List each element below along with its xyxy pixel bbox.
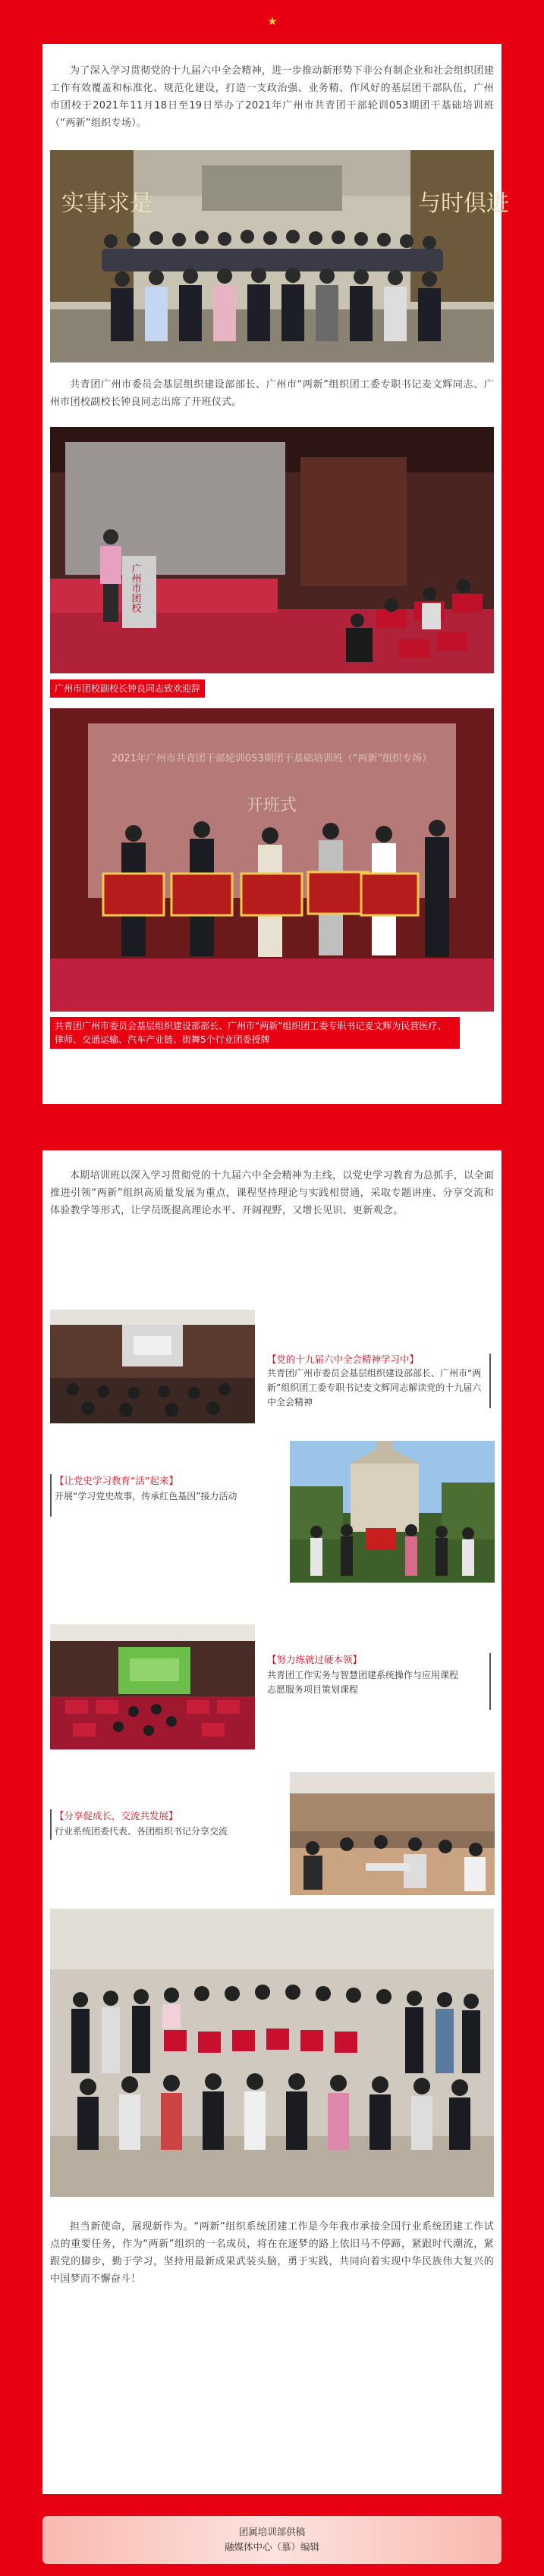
lecture-photo-1[interactable] xyxy=(50,1310,255,1423)
caption-award: 共青团广州市委员会基层组织建设部部长、广州市“两新”组织团工委专职书记麦文辉为民营医疗、律师、交通运输、汽车产业链、街舞5个行业团委授牌 xyxy=(50,1017,460,1049)
section-text-2: 开展“学习党史故事，传承红色基因”接力活动 xyxy=(55,1491,237,1501)
top-banner xyxy=(0,0,544,44)
classroom-photo[interactable] xyxy=(50,1624,255,1749)
final-group-photo[interactable] xyxy=(50,1909,494,2197)
section-title-2: 【让党史学习教育“活”起来】 xyxy=(55,1475,178,1486)
section-divider-4 xyxy=(50,1809,52,1840)
footer-source: 团属培训部供稿 xyxy=(238,2526,306,2537)
opening-paragraph: 共青团广州市委员会基层组织建设部部长、广州市“两新”组织团工委专职书记麦文辉同志、广州市团校副校长钟良同志出席了开班仪式。 xyxy=(50,379,494,408)
section-text-4: 行业系统团委代表、各团组织书记分享交流 xyxy=(55,1826,228,1837)
section-text-1: 共青团广州市委员会基层组织建设部部长、广州市“两新”组织团工委专职书记麦文辉同志解读党的十九届六中全会精神 xyxy=(267,1368,482,1407)
footer-editor: 融媒体中心（慕）编辑 xyxy=(224,2541,319,2552)
editor-footer xyxy=(42,2516,502,2564)
closing-paragraph: 担当新使命，展现新作为。“两新”组织系统团建工作是今年我市承接全国行业系统团建工作试点的重要任务，作为“两新”组织的一名成员，将在在逐梦的路上依旧马不停蹄，紧跟时代潮流，紧跟党的脚步，勤于学习，坚持用最新成果武装头脑，勇于实践，共同向着实现中华民族伟大复兴的中国梦而不懈奋斗！ xyxy=(50,2221,494,2285)
banner-right: 与时俱进 xyxy=(418,190,509,217)
screen-subtitle: 开班式 xyxy=(246,796,297,815)
banner-left: 实事求是 xyxy=(61,190,153,217)
star-icon: ★ xyxy=(267,14,278,28)
article-card-1 xyxy=(42,44,509,1104)
section-divider-1 xyxy=(489,1354,491,1408)
screen-title: 2021年广州市共青团干部轮训053期团干基础培训班（“两新”组织专场） xyxy=(111,753,432,764)
award-photo[interactable] xyxy=(50,708,494,1012)
section-text-3: 共青团工作实务与智慧团建系统操作与应用课程 志愿服务项目策划课程 xyxy=(267,1670,459,1695)
section-title-3: 【努力练就过硬本领】 xyxy=(267,1654,363,1665)
group-photo[interactable] xyxy=(50,150,509,362)
stage-sign: 广州市团校 xyxy=(129,563,141,613)
section-title-4: 【分享促成长，交流共发展】 xyxy=(55,1810,178,1821)
section-divider-2 xyxy=(50,1474,52,1517)
article-card-2 xyxy=(42,1150,502,2494)
intro-paragraph: 为了深入学习贯彻党的十九届六中全会精神，进一步推动新形势下非公有制企业和社会组织团建工作有效覆盖和标准化、规范化建设，打造一支政治强、业务精、作风好的基层团干部队伍，广州市团校于2021年11月18日至19日举办了2021年广州市共青团干部轮训053期团干基础培训班（“两新”组织专场）。 xyxy=(50,65,494,129)
body-paragraph: 本期培训班以深入学习贯彻党的十九届六中全会精神为主线，以党史学习教育为总抓手，以全面推进引领“两新”组织高质量发展为重点，课程坚持理论与实践相贯通，采取专题讲座、分享交流和体验教学等形式，让学员既提高理论水平、开阔视野，又增长见识、更新观念。 xyxy=(50,1170,494,1216)
outdoor-photo[interactable] xyxy=(290,1441,495,1583)
discussion-photo[interactable] xyxy=(290,1772,495,1895)
section-title-1: 【党的十九届六中全会精神学习中】 xyxy=(267,1354,420,1365)
speech-photo[interactable] xyxy=(50,427,494,673)
caption-welcome: 广州市团校副校长钟良同志致欢迎辞 xyxy=(50,679,205,698)
section-divider-3 xyxy=(489,1653,491,1710)
